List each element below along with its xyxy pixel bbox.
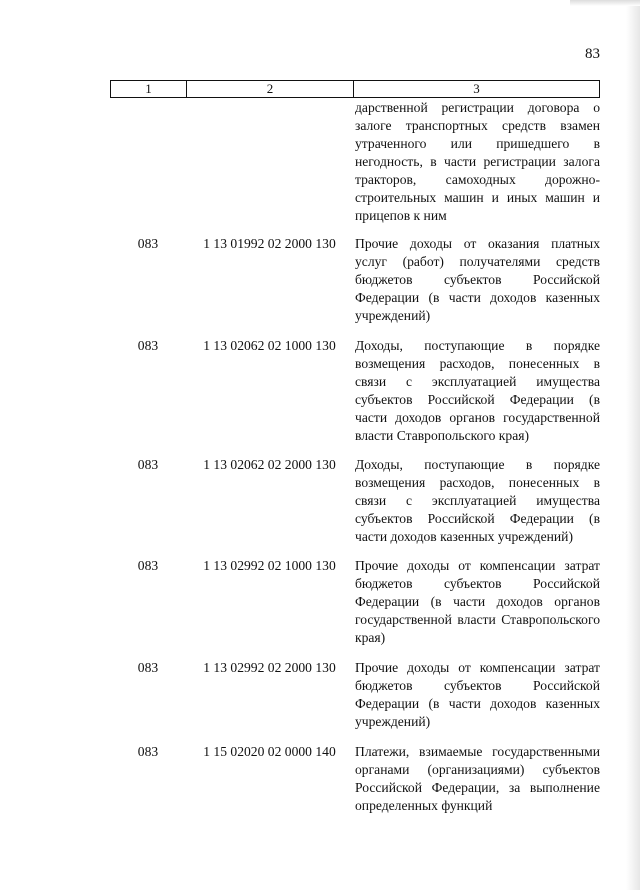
- admin-code: 083: [137, 457, 159, 472]
- admin-code: 083: [137, 660, 159, 675]
- budget-classification-code: 1 13 02062 02 2000 130: [203, 457, 336, 472]
- table-header-col-1: 1: [111, 81, 187, 97]
- income-description: Прочие доходы от оказания платных услуг (работ) получателями средств бюджетов субъектов Российской Федерации (в части доходов казенных учреждений): [355, 236, 600, 323]
- table-header: [110, 80, 600, 98]
- income-description: Прочие доходы от компенсации затрат бюджетов субъектов Российской Федерации (в части доходов органов государственной власти Ставропольского края): [355, 558, 600, 645]
- continuation-text: дарственной регистрации договора о залоге транспортных средств взамен утраченного или пришедшего в негодность, в части регистрации залога тракторов, самоходных дорожно-строительных машин и иных машин и прицепов к ним: [355, 100, 600, 223]
- table-header-col-3: 3: [473, 81, 480, 96]
- scan-shadow-edge: [626, 0, 640, 890]
- admin-code: 083: [137, 558, 159, 573]
- admin-code: 083: [137, 236, 159, 251]
- income-description: Платежи, взимаемые государственными органами (организациями) субъектов Российской Федерации, за выполнение определенных функций: [355, 744, 600, 813]
- budget-classification-code: 1 13 02062 02 1000 130: [203, 338, 336, 353]
- scan-shadow-top: [570, 0, 640, 6]
- income-description: Доходы, поступающие в порядке возмещения расходов, понесенных в связи с эксплуатацией имущества субъектов Российской Федерации (в части доходов органов государственной власти Ставропольского края): [355, 338, 600, 443]
- income-description: Прочие доходы от компенсации затрат бюджетов субъектов Российской Федерации (в части доходов казенных учреждений): [355, 660, 600, 729]
- admin-code: 083: [137, 338, 159, 353]
- page-number: 83: [585, 46, 600, 62]
- table-header-col-2: 2: [187, 81, 354, 97]
- budget-classification-code: 1 13 02992 02 1000 130: [203, 558, 336, 573]
- budget-classification-code: 1 13 01992 02 2000 130: [203, 236, 336, 251]
- admin-code: 083: [137, 744, 159, 759]
- budget-classification-code: 1 15 02020 02 0000 140: [203, 744, 336, 759]
- income-description: Доходы, поступающие в порядке возмещения расходов, понесенных в связи с эксплуатацией имущества субъектов Российской Федерации (в части доходов казенных учреждений): [355, 457, 600, 544]
- budget-classification-code: 1 13 02992 02 2000 130: [203, 660, 336, 675]
